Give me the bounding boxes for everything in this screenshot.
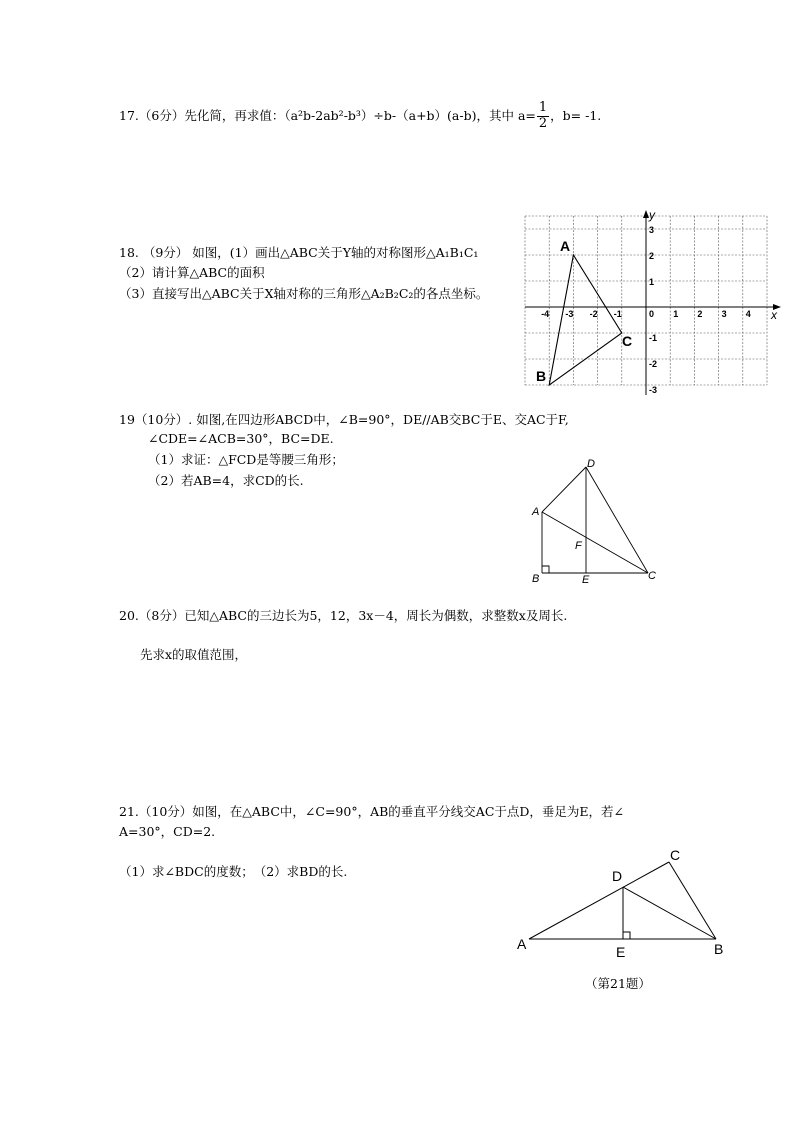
q18-line2: （2）请计算△ABC的面积: [119, 265, 265, 280]
q21-line1: 21.（10分）如图，在△ABC中，∠C=90°，AB的垂直平分线交AC于点D，垂足为E，若∠: [119, 804, 624, 819]
q21-label-a: A: [517, 936, 527, 952]
q18-coordinate-graph: [515, 208, 785, 398]
q17-text-after: ，b= -1.: [550, 108, 602, 123]
q17-text-before: 17.（6分）先化简，再求值：（a²b-2ab²-b³）÷b-（a+b）(a-b)，其中 a=: [119, 108, 536, 123]
q17: [119, 98, 601, 134]
q18-line3: （3）直接写出△ABC关于X轴对称的三角形△A₂B₂C₂的各点坐标。: [119, 286, 489, 301]
q19-label-e: E: [582, 574, 590, 585]
q19-label-a: A: [532, 506, 540, 518]
q17-frac-den: 2: [538, 116, 548, 131]
q21-label-e: E: [616, 944, 626, 960]
x-axis-label: x: [771, 308, 777, 322]
triangle-abc: [549, 255, 622, 385]
x-tick-label: -2: [589, 309, 598, 319]
segment-ad: [542, 467, 586, 512]
q21-caption: （第21题）: [585, 976, 651, 991]
q19-line4: （2）若AB=4，求CD的长.: [148, 473, 304, 488]
y-tick-label: 3: [649, 225, 655, 235]
label-b: B: [536, 368, 547, 384]
q21-line2: A=30°，CD=2.: [119, 824, 216, 839]
y-tick-label: 1: [649, 277, 655, 287]
q17-frac-num: 1: [538, 100, 548, 116]
q21-line3: （1）求∠BDC的度数； （2）求BD的长.: [119, 864, 348, 879]
y-tick-label: 2: [649, 251, 655, 261]
label-a: A: [560, 238, 571, 254]
x-tick-label: 0: [649, 309, 655, 319]
y-tick-label: -2: [649, 359, 658, 369]
x-tick-label: -3: [565, 309, 574, 319]
label-c: C: [622, 333, 633, 349]
x-tick-label: 1: [673, 309, 679, 319]
q19-label-b: B: [532, 573, 540, 585]
right-angle-mark: [542, 566, 549, 573]
segment-ac: [542, 512, 648, 573]
q20-line2: 先求x的取值范围，: [140, 647, 248, 662]
right-angle-mark: [623, 932, 630, 939]
q19-line1: 19（10分）. 如图,在四边形ABCD中，∠B=90°，DE//AB交BC于E、交AC于F,: [119, 412, 569, 427]
x-tick-label: -4: [541, 309, 550, 319]
q19-label-d: D: [587, 458, 595, 470]
y-tick-label: -3: [649, 385, 658, 395]
q19-line2: ∠CDE=∠ACB=30°，BC=DE.: [148, 431, 334, 446]
segment-db: [623, 887, 716, 939]
segment-cb: [669, 862, 716, 939]
q21-label-c: C: [670, 847, 681, 863]
q19-figure: [528, 455, 668, 585]
q21-figure: [514, 844, 734, 964]
q19-label-f: F: [575, 540, 582, 552]
x-tick-label: 2: [697, 309, 703, 319]
x-tick-label: 4: [745, 309, 751, 319]
y-axis-label: y: [649, 208, 655, 222]
x-tick-label: 3: [721, 309, 727, 319]
q19-line3: （1）求证：△FCD是等腰三角形；: [148, 452, 344, 467]
q21-label-b: B: [714, 941, 724, 957]
x-tick-label: -1: [613, 309, 622, 319]
q21-label-d: D: [612, 868, 623, 884]
q17-fraction: [537, 101, 549, 132]
q19-label-c: C: [648, 570, 656, 582]
y-tick-label: -1: [649, 333, 658, 343]
q18-line1: 18. （9分） 如图，(1）画出△ABC关于Y轴的对称图形△A₁B₁C₁: [119, 245, 479, 260]
q20-line1: 20.（8分）已知△ABC的三边长为5，12，3x－4，周长为偶数，求整数x及周长.: [119, 608, 568, 623]
segment-dc: [586, 467, 648, 573]
